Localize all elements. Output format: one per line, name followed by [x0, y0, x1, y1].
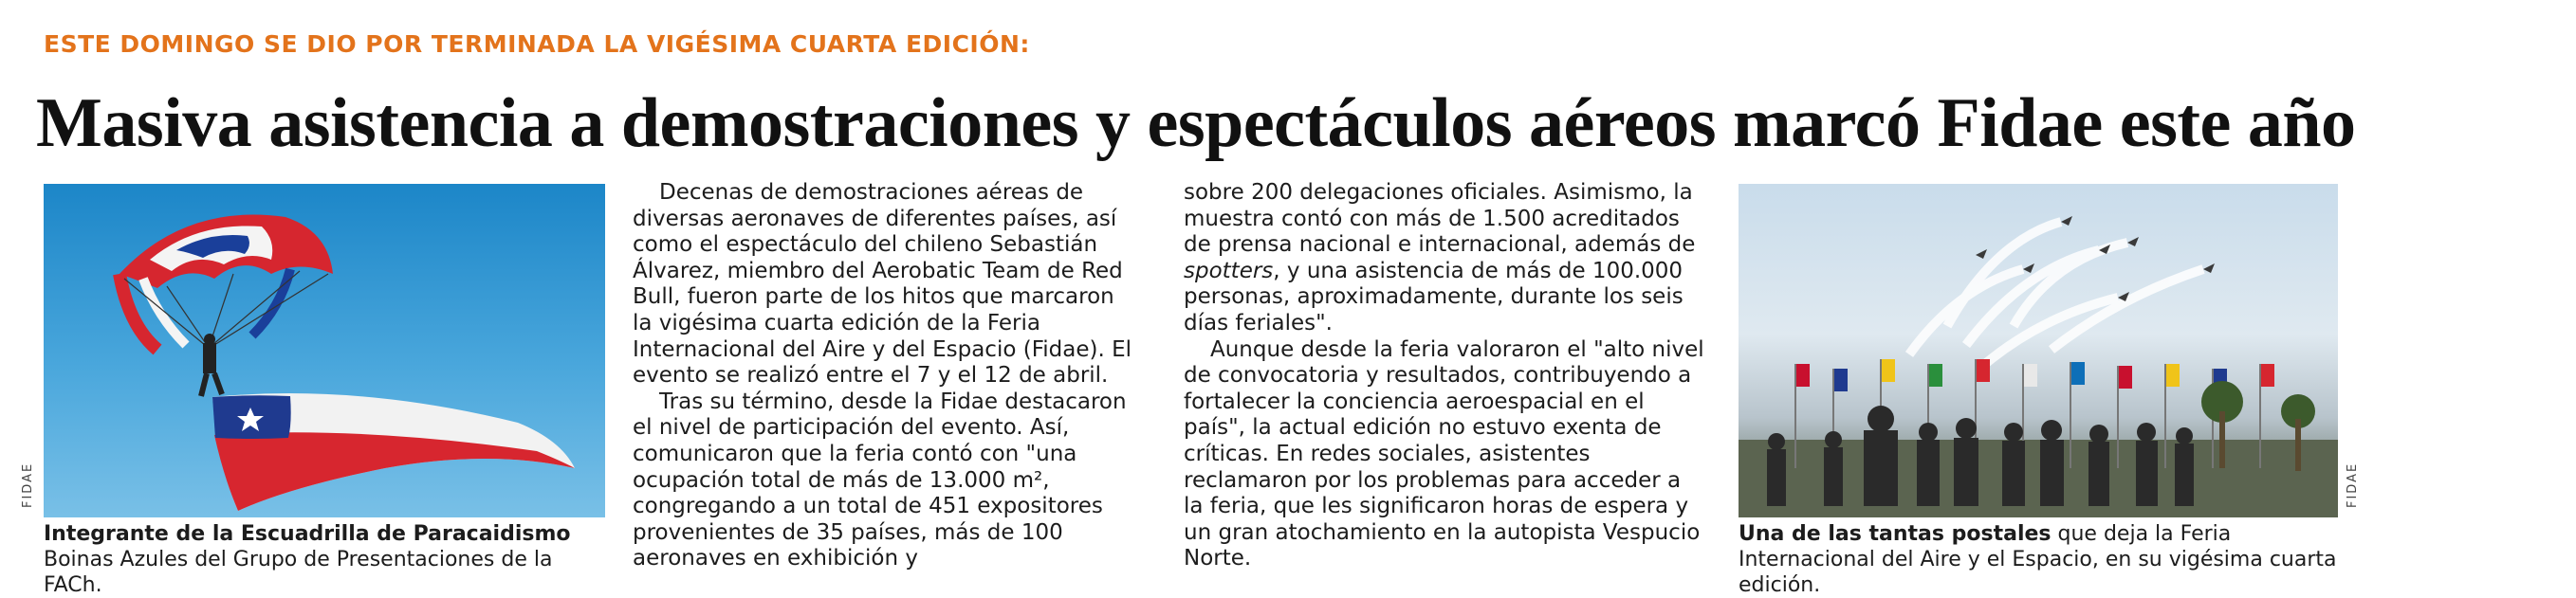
headline: Masiva asistencia a demostraciones y espectáculos aéreos marcó Fidae este año: [36, 84, 2356, 162]
col1-paragraph-2: Tras su término, desde la Fidae destacaron el nivel de participación del evento. Así, comunicaron que la feria contó con "una ocupación total de más de 13.000 m², congregando a un total de 451 expositores provenientes de 35 países, más de 100 aeronaves en exhibición y: [633, 389, 1127, 571]
col2-paragraph-1: [1184, 180, 1705, 337]
body-column-1: [633, 180, 1135, 572]
photo-paratrooper-flag: [44, 184, 605, 517]
caption-left-text: Boinas Azules del Grupo de Presentaciones de la FACh.: [44, 548, 553, 597]
jets: [1976, 216, 2215, 301]
chilean-flag: [212, 393, 575, 511]
col2-p1-emphasis: spotters: [1184, 258, 1274, 283]
col2-p1-text-a: sobre 200 delegaciones oficiales. Asimismo, la muestra contó con más de 1.500 acreditados de prensa nacional e internacional, además de: [1184, 180, 1696, 258]
airshow-illustration: [1739, 184, 2338, 517]
parachute-canopy: [120, 215, 333, 351]
col1-paragraph-1: Decenas de demostraciones aéreas de diversas aeronaves de diferentes países, así como el espectáculo del chileno Sebastián Álvarez, miembro del Aerobatic Team de Red Bull, fueron parte de los hitos que marcaron la vigésima cuarta edición de la Feria Internacional del Aire y del Espacio (Fidae). El evento se realizó entre el 7 y el 12 de abril.: [633, 180, 1132, 389]
caption-right: [1739, 521, 2364, 598]
smoke-trails: [1909, 222, 2203, 364]
body-column-2: [1184, 180, 1705, 572]
jumper-figure: [201, 334, 222, 396]
caption-left-bold: Integrante de la Escuadrilla de Paracaidismo: [44, 522, 571, 546]
photo-credit-left: FIDAE: [21, 462, 35, 508]
paratrooper-illustration: [44, 184, 605, 517]
caption-left: [44, 521, 613, 598]
photo-airshow-crowd: [1739, 184, 2338, 517]
caption-right-bold: Una de las tantas postales: [1739, 522, 2052, 546]
col2-paragraph-2: Aunque desde la feria valoraron el "alto nivel de convocatoria y resultados, contribuyendo a fortalecer la conciencia aeroespacial en el país", la actual edición no estuvo exenta de críticas. En redes sociales, asistentes reclamaron por los problemas para acceder a la feria, que les significaron horas de espera y un gran atochamiento en la autopista Vespucio Norte.: [1184, 336, 1704, 571]
kicker: ESTE DOMINGO SE DIO POR TERMINADA LA VIGÉSIMA CUARTA EDICIÓN:: [44, 30, 1030, 58]
col2-p1-text-b: , y una asistencia de más de 100.000 personas, aproximadamente, durante los seis días feriales".: [1184, 258, 1684, 335]
photo-credit-right: FIDAE: [2346, 462, 2360, 508]
caption-right-text: que deja la Feria Internacional del Aire y el Espacio, en su vigésima cuarta edición.: [1739, 522, 2337, 597]
